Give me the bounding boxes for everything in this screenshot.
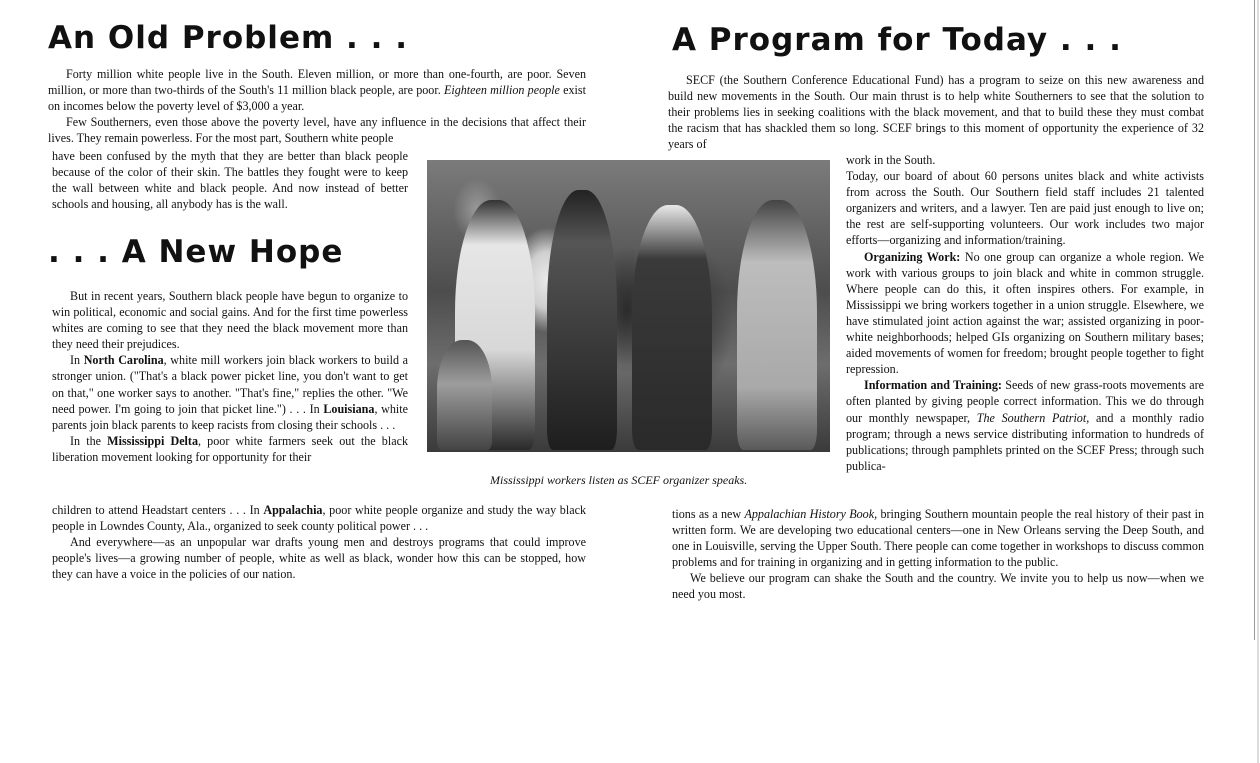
paragraph: In North Carolina, white mill workers join black workers to build a stronger union. ("That's a black power picket line, you don't want to get on that," one worker says to another. "That's fine," replies the other. "We need power. I'm going to join that picket line.") . . . In Louisiana, white parents join black parents to keep racists from closing their schools . . . [52,353,408,432]
program-text-wide [668,72,1204,152]
paragraph: work in the South. [846,153,936,167]
paragraph: But in recent years, Southern black people have begun to organize to win political, economic and social gains. And for the first time powerless whites are coming to see that they need the black movement more than they need their prejudices. [52,289,408,352]
new-hope-text-narrow [52,288,408,465]
paragraph: Organizing Work: No one group can organize a whole region. We work with various groups to join black and white in common struggle. Where people can do this, it often inspires others. For example, in Mississippi we bring workers together in a union struggle. Elsewhere, we have stimulated joint action against the war; assisted organizing in poor-white neighborhoods; helped GIs organizing on Southern military bases; aided movements of women for freedom; brought people together to fight repression. [846,249,1204,377]
paragraph: Today, our board of about 60 persons unites black and white activists from across the South. Our Southern field staff includes 21 talented organizers and writers, and a lawyer. Ten are paid just enough to live on; the rest are self-supporting volunteers. Our work includes two major efforts—organizing and information/training. [846,169,1204,248]
paragraph: In the Mississippi Delta, poor white farmers seek out the black liberation movement looking for opportunity for their [52,433,408,464]
paragraph: Few Southerners, even those above the poverty level, have any influence in the decisions that affect their lives. They remain powerless. For the most part, Southern white people [48,115,586,146]
paragraph: And everywhere—as an unpopular war drafts young men and destroys programs that could improve people's lives—a growing number of people, white as well as black, wonder how this can be stopped, how they can have a voice in the policies of our nation. [52,535,586,582]
program-text-narrow [846,152,1204,474]
paragraph: tions as a new Appalachian History Book, bringing Southern mountain people the real history of their past in written form. We are developing two educational centers—one in New Orleans serving the Deep South, and one in Louisville, serving the Upper South. There people can come together in workshops to discuss common problems and for training in organizing and in getting information to the public. [672,507,1204,570]
figure-man-dark [547,190,617,450]
headline-old-problem: An Old Problem . . . [48,20,408,56]
old-problem-text-narrow [52,148,408,212]
paragraph: We believe our program can shake the South and the country. We invite you to help us now—when we need you most. [672,571,1204,602]
figure-child [437,340,492,450]
workers-photo [427,160,830,452]
new-hope-text-wide [52,502,586,582]
headline-new-hope: . . . A New Hope [48,234,344,270]
headline-program-today: A Program for Today . . . [672,22,1122,58]
old-problem-text-wide [48,66,586,146]
paragraph: have been confused by the myth that they are better than black people because of the color of their skin. The battles they fought were to keep the wall between white and black people. And now instead of better schools and housing, all anybody has is the wall. [52,149,408,212]
program-text-bottom [672,506,1204,603]
figure-woman-dress [737,200,817,450]
photo-caption: Mississippi workers listen as SCEF organizer speaks. [490,473,748,487]
paragraph: SECF (the Southern Conference Educational Fund) has a program to seize on this new awareness and build new movements in the South. Our main thrust is to help white Southerners to see that the solution to their problems lies in seeking coalitions with the black movement, and that to build these they must combat the racism that has shackled them so long. SCEF brings to this moment of opportunity the experience of 32 years of [668,73,1204,152]
paragraph: children to attend Headstart centers . . . In Appalachia, poor white people organize and study the way black people in Lowndes County, Ala., organized to seek county political power . . . [52,503,586,534]
paragraph: Forty million white people live in the South. Eleven million, or more than one-fourth, are poor. Seven million, or more than two-thirds of the South's 11 million black people, are poor. Eighteen million people exist on incomes below the poverty level of $3,000 a year. [48,67,586,114]
paragraph: Information and Training: Seeds of new grass-roots movements are often planted by giving people correct information. This we do through our monthly newspaper, The Southern Patriot, and a monthly radio program; through a news service distributing information to hundreds of publications; through pamphlets printed on the SCEF Press; through such publica- [846,378,1205,473]
figure-man-hat [632,205,712,450]
page-edge-shadow [1257,0,1259,763]
page-edge-rule [1254,0,1255,640]
